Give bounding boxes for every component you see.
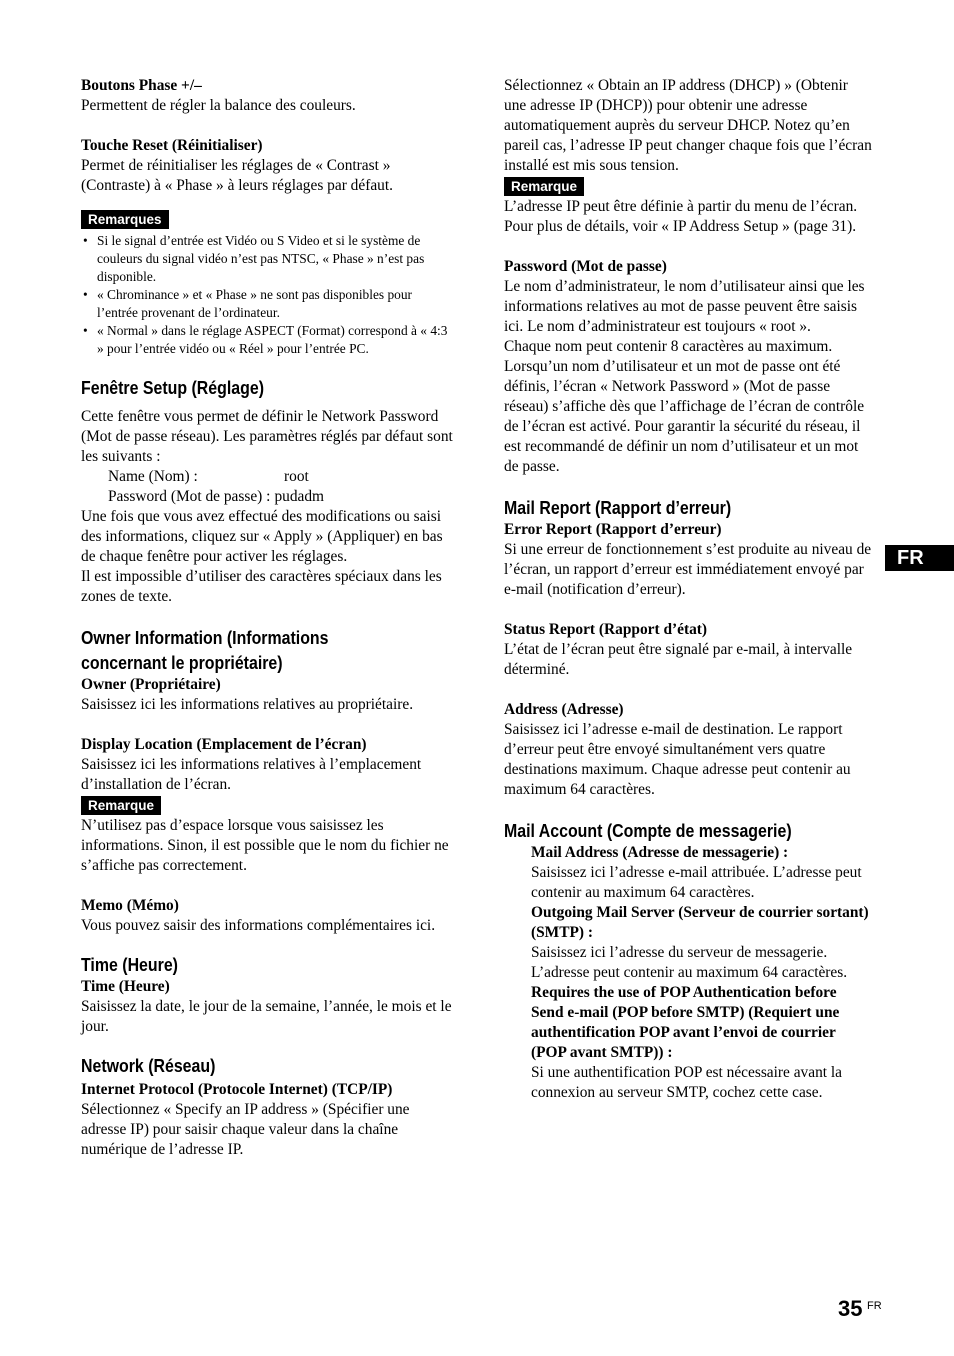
page-number: 35	[838, 1296, 863, 1321]
address-text: Saisissez ici l’adresse e-mail de destination. Le rapport d’erreur peut être envoyé simultanément vers quatre destinations maximum. Chaque adresse peut contenir au maximum 64 caractères.	[504, 721, 851, 798]
status-report-text: L’état de l’écran peut être signalé par e-mail, à intervalle déterminé.	[504, 641, 853, 678]
network-heading: Network (Réseau)	[81, 1055, 216, 1076]
setup-text: Cette fenêtre vous permet de définir le Network Password (Mot de passe réseau). Les paramètres réglés par défaut sont les suivants :	[81, 408, 453, 465]
status-report-title: Status Report (Rapport d’état)	[504, 621, 708, 638]
display-location-title: Display Location (Emplacement de l’écran)	[81, 736, 367, 753]
phase-buttons-title: Boutons Phase +/–	[81, 77, 202, 94]
setup-text-special-chars: Il est impossible d’utiliser des caractères spéciaux dans les zones de texte.	[81, 568, 442, 605]
reset-text: Permet de réinitialiser les réglages de « Contrast » (Contraste) à « Phase » à leurs réglages par défaut.	[81, 157, 393, 194]
owner-heading-line2: concernant le propriétaire)	[81, 652, 283, 673]
remarques-list	[81, 232, 453, 358]
error-report-title: Error Report (Rapport d’erreur)	[504, 521, 722, 538]
phase-buttons-text: Permettent de régler la balance des couleurs.	[81, 97, 356, 114]
dhcp-text: Sélectionnez « Obtain an IP address (DHCP) » (Obtenir une adresse IP (DHCP)) pour obtenir une adresse automatiquement auprès du serveur DHCP. Notez qu’en pareil cas, l’adresse IP peut changer chaque fois que l’écran installé est mis sous tension.	[504, 77, 872, 174]
display-location-text: Saisissez ici les informations relatives à l’emplacement d’installation de l’écran.	[81, 756, 422, 793]
owner-title: Owner (Propriétaire)	[81, 676, 221, 693]
default-name-row	[81, 467, 453, 487]
language-tab: FR	[885, 545, 954, 571]
left-column	[81, 76, 453, 1160]
owner-heading-line1: Owner Information (Informations	[81, 627, 329, 648]
mail-account-heading: Mail Account (Compte de messagerie)	[504, 820, 792, 841]
remarques-badge: Remarques	[81, 210, 169, 229]
password-title: Password (Mot de passe)	[504, 258, 667, 275]
outgoing-server-title: Outgoing Mail Server (Serveur de courrier sortant) (SMTP) :	[531, 904, 869, 941]
remarque-text: N’utilisez pas d’espace lorsque vous saisissez les informations. Sinon, il est possible que le nom du fichier ne s’affiche pas correctement.	[81, 817, 449, 874]
remarque-item: • Si le signal d’entrée est Vidéo ou S Video et si le système de couleurs du signal vidéo n’est pas NTSC, « Phase » n’est pas disponible.	[81, 232, 453, 286]
default-name-value: root	[284, 468, 309, 485]
mail-address-text: Saisissez ici l’adresse e-mail attribuée. L’adresse peut contenir au maximum 64 caractères.	[531, 864, 862, 901]
outgoing-server-text: Saisissez ici l’adresse du serveur de messagerie. L’adresse peut contenir au maximum 64 caractères.	[531, 944, 848, 981]
default-name-key: Name (Nom) :	[108, 468, 198, 485]
default-password-key: Password (Mot de passe) :	[108, 488, 271, 505]
pop-auth-title: Requires the use of POP Authentication before Send e-mail (POP before SMTP) (Requiert une authentification POP avant l’envoi de courrier (POP avant SMTP)) :	[531, 984, 840, 1061]
ip-text: Sélectionnez « Specify an IP address » (Spécifier une adresse IP) pour saisir chaque valeur dans la chaîne numérique de l’adresse IP.	[81, 1101, 410, 1158]
memo-text: Vous pouvez saisir des informations complémentaires ici.	[81, 917, 436, 934]
password-text: Le nom d’administrateur, le nom d’utilisateur ainsi que les informations relatives au mot de passe peuvent être saisis ici. Le nom d’administrateur est toujours « root ».	[504, 278, 865, 335]
remarque-badge: Remarque	[81, 796, 161, 815]
time-text: Saisissez la date, le jour de la semaine, l’année, le mois et le jour.	[81, 998, 452, 1035]
default-password-value: pudadm	[274, 488, 325, 505]
page-number-suffix: FR	[867, 1300, 882, 1312]
ip-title: Internet Protocol (Protocole Internet) (TCP/IP)	[81, 1081, 393, 1098]
memo-title: Memo (Mémo)	[81, 897, 179, 914]
setup-text-apply: Une fois que vous avez effectué des modifications ou saisi des informations, cliquez sur « Apply » (Appliquer) en bas de chaque fenêtre pour activer les réglages.	[81, 508, 443, 565]
error-report-text: Si une erreur de fonctionnement s’est produite au niveau de l’écran, un rapport d’erreur est immédiatement envoyé par e-mail (notification d’erreur).	[504, 541, 872, 598]
mail-account-block	[504, 843, 872, 1103]
right-column	[504, 76, 872, 1103]
time-heading: Time (Heure)	[81, 954, 178, 975]
pop-auth-text: Si une authentification POP est nécessaire avant la connexion au serveur SMTP, cochez cette case.	[531, 1064, 842, 1101]
remarque-badge: Remarque	[504, 177, 584, 196]
mail-report-heading: Mail Report (Rapport d’erreur)	[504, 497, 732, 518]
remarque-item: • « Normal » dans le réglage ASPECT (Format) correspond à « 4:3 » pour l’entrée vidéo ou « Réel » pour l’entrée PC.	[81, 322, 453, 358]
password-text-2: Chaque nom peut contenir 8 caractères au maximum. Lorsqu’un nom d’utilisateur et un mot de passe ont été définis, l’écran « Network Password » (Mot de passe réseau) s’affiche dès que l’affichage de l’écran de contrôle de l’écran est activé. Pour garantir la sécurité du réseau, il est recommandé de définir un nom d’utilisateur et un mot de passe.	[504, 338, 865, 475]
address-title: Address (Adresse)	[504, 701, 624, 718]
remarque-text: L’adresse IP peut être définie à partir du menu de l’écran. Pour plus de détails, voir « IP Address Setup » (page 31).	[504, 198, 858, 235]
reset-title: Touche Reset (Réinitialiser)	[81, 137, 263, 154]
default-password-row	[81, 487, 453, 507]
owner-text: Saisissez ici les informations relatives au propriétaire.	[81, 696, 414, 713]
time-title: Time (Heure)	[81, 978, 170, 995]
setup-heading: Fenêtre Setup (Réglage)	[81, 377, 265, 398]
remarque-item: • « Chrominance » et « Phase » ne sont pas disponibles pour l’entrée provenant de l’ordinateur.	[81, 286, 453, 322]
mail-address-title: Mail Address (Adresse de messagerie) :	[531, 844, 789, 861]
